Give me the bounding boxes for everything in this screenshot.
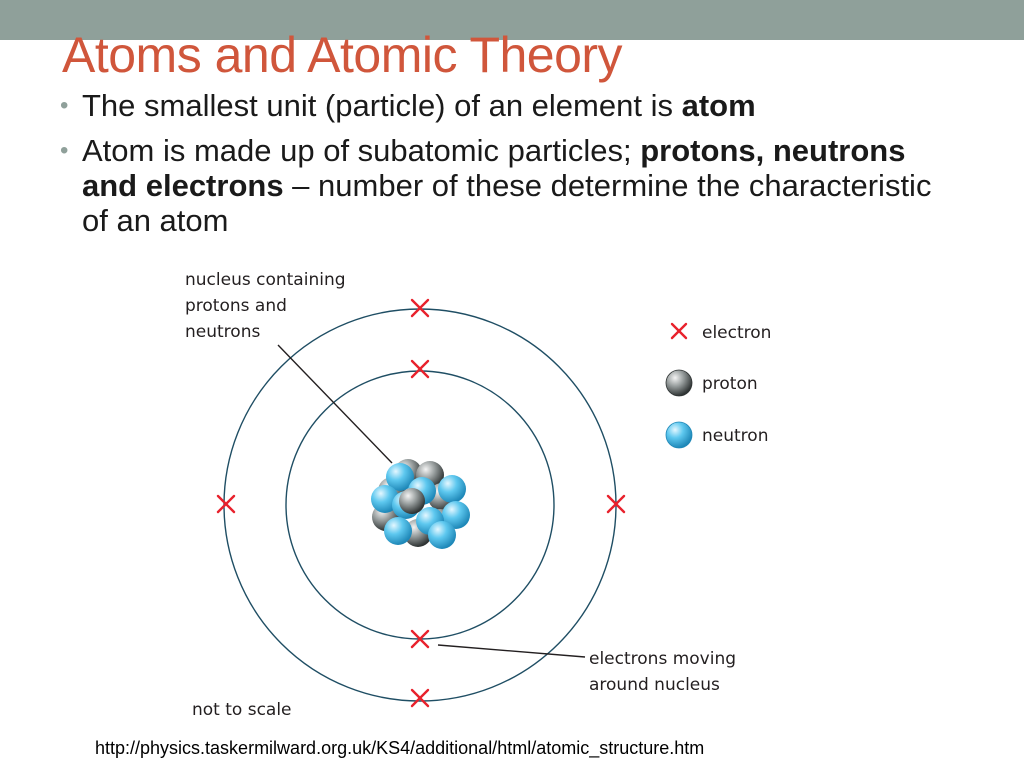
nucleus-label-line-2: protons and bbox=[185, 296, 287, 316]
bullet-item bbox=[60, 88, 960, 123]
bullet-tail-text: – number of these determine the characteristic of an atom bbox=[82, 168, 932, 238]
electrons-moving-label-line-2: around nucleus bbox=[589, 675, 720, 695]
source-url: http://physics.taskermilward.org.uk/KS4/additional/html/atomic_structure.htm bbox=[95, 738, 705, 758]
bullet-dot-icon: • bbox=[60, 137, 69, 164]
not-to-scale-label: not to scale bbox=[192, 700, 292, 720]
electron-cross-icon bbox=[218, 496, 234, 512]
bullet-bold-text: atom bbox=[681, 88, 756, 123]
legend-neutron-icon bbox=[666, 422, 692, 448]
nucleus-label-line-3: neutrons bbox=[185, 322, 261, 342]
electron-cross-icon bbox=[412, 690, 428, 706]
electrons-moving-label-line-1: electrons moving bbox=[589, 649, 737, 669]
legend-electron-icon bbox=[672, 324, 686, 338]
bullet-bold-text: protons, neutrons and electrons bbox=[82, 133, 906, 203]
nucleus-icon bbox=[371, 459, 470, 549]
bullet-text: Atom is made up of subatomic particles; bbox=[82, 133, 641, 168]
bullet-item bbox=[60, 133, 960, 238]
legend-electron-label: electron bbox=[702, 323, 772, 343]
nucleus-pointer-line bbox=[278, 345, 392, 463]
electron-pointer-line bbox=[438, 645, 585, 657]
atom-diagram bbox=[180, 265, 780, 725]
slide-title: Atoms and Atomic Theory bbox=[62, 27, 623, 83]
bullet-dot-icon: • bbox=[60, 92, 69, 119]
nucleus-label-line-1: nucleus containing bbox=[185, 270, 346, 290]
bullet-text: The smallest unit (particle) of an element is bbox=[82, 88, 682, 123]
electron-cross-icon bbox=[412, 300, 428, 316]
legend-neutron-label: neutron bbox=[702, 426, 769, 446]
atom-diagram-svg bbox=[180, 265, 780, 725]
bullet-list bbox=[60, 88, 960, 248]
legend-proton-label: proton bbox=[702, 374, 758, 394]
legend-proton-icon bbox=[666, 370, 692, 396]
electron-cross-icon bbox=[412, 361, 428, 377]
